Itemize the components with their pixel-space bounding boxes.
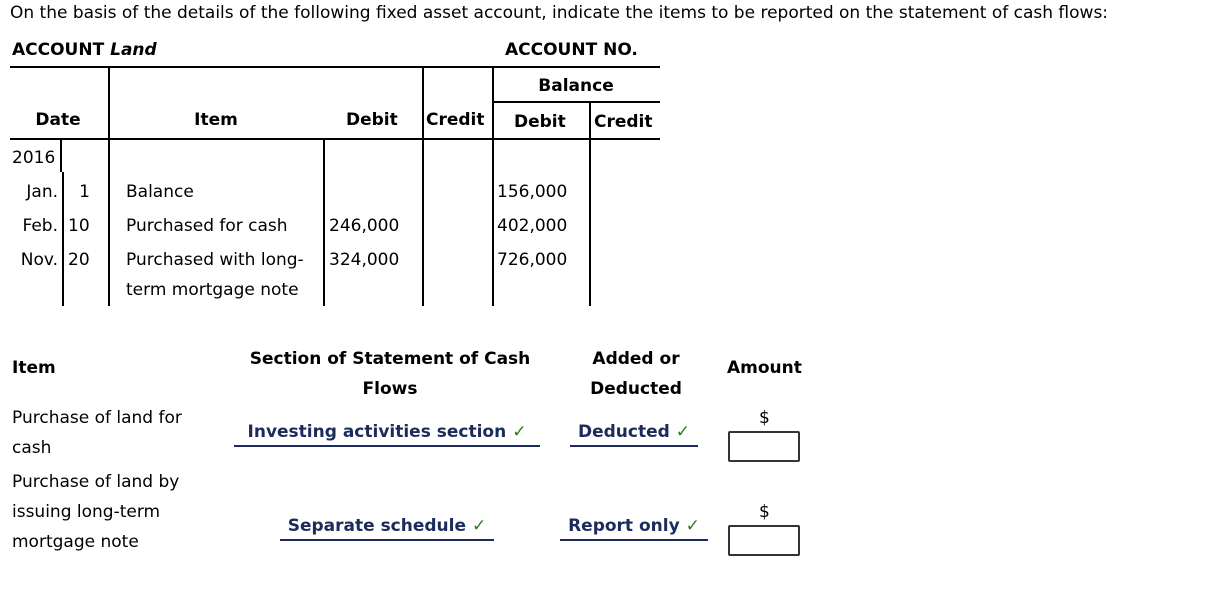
check-icon: ✓	[685, 516, 700, 536]
answer-col-item: Item	[12, 358, 56, 378]
ledger-balance-debit: 726,000	[497, 250, 568, 270]
ledger-divider	[323, 138, 325, 306]
section-select[interactable]	[234, 422, 540, 447]
balance-header: Balance	[538, 76, 614, 96]
added-deducted-value: Report only	[568, 516, 680, 536]
currency-symbol: $	[759, 408, 770, 428]
added-header-line1: Added or	[592, 349, 680, 369]
ledger-month: Jan.	[26, 182, 58, 202]
added-deducted-select[interactable]	[570, 422, 698, 447]
ledger-month: Nov.	[20, 250, 58, 270]
answer-col-section	[230, 344, 550, 404]
answer-item: Purchase of land for cash	[12, 408, 182, 458]
ledger-item: Purchased for cash	[126, 216, 288, 236]
section-select-value: Separate schedule	[287, 516, 467, 536]
ledger-balance-debit: 402,000	[497, 216, 568, 236]
section-select-value: Investing activities section	[247, 422, 507, 442]
added-deducted-value: Deducted	[577, 422, 670, 442]
answer-item: Purchase of land by issuing long-term mortgage note	[12, 472, 180, 552]
check-icon: ✓	[472, 516, 487, 536]
instructions: On the basis of the details of the following fixed asset account, indicate the items to be reported on the statement of cash flows:	[10, 3, 1109, 23]
account-title	[12, 40, 157, 60]
section-select[interactable]	[280, 516, 494, 541]
account-label: ACCOUNT	[12, 40, 105, 60]
amount-input[interactable]	[728, 525, 800, 556]
col-date: Date	[35, 110, 81, 130]
added-deducted-select[interactable]	[560, 516, 708, 541]
ledger-day: 20	[68, 250, 90, 270]
ledger-month: Feb.	[22, 216, 58, 236]
account-no-label: ACCOUNT NO.	[505, 40, 638, 60]
ledger-divider	[492, 66, 494, 306]
ledger-day: 1	[79, 182, 90, 202]
ledger-balance-debit: 156,000	[497, 182, 568, 202]
section-header-line1: Section of Statement of Cash	[249, 349, 531, 369]
currency-symbol: $	[759, 502, 770, 522]
amount-input[interactable]	[728, 431, 800, 462]
account-name: Land	[110, 40, 157, 60]
ledger-item-continued: term mortgage note	[126, 280, 299, 300]
section-header-line2: Flows	[362, 379, 418, 399]
col-debit: Debit	[346, 110, 398, 130]
check-icon: ✓	[512, 422, 527, 442]
col-item: Item	[194, 110, 238, 130]
col-balance-credit: Credit	[594, 112, 653, 132]
ledger-item: Purchased with long-	[126, 250, 304, 270]
ledger-divider	[60, 138, 62, 172]
added-header-line2: Deducted	[590, 379, 682, 399]
balance-header-rule	[492, 101, 660, 103]
answer-col-amount: Amount	[727, 358, 802, 378]
ledger-divider	[589, 101, 591, 306]
ledger-divider	[422, 103, 424, 138]
ledger-divider	[422, 66, 424, 306]
ledger-item: Balance	[126, 182, 194, 202]
ledger-day: 10	[68, 216, 90, 236]
ledger-year: 2016	[12, 148, 56, 168]
ledger-divider	[589, 101, 591, 103]
answer-col-added	[566, 344, 706, 404]
col-credit: Credit	[426, 110, 485, 130]
check-icon: ✓	[675, 422, 691, 442]
ledger-debit: 324,000	[329, 250, 400, 270]
col-balance-debit: Debit	[514, 112, 566, 132]
ledger-divider	[108, 66, 110, 306]
ledger-debit: 246,000	[329, 216, 400, 236]
